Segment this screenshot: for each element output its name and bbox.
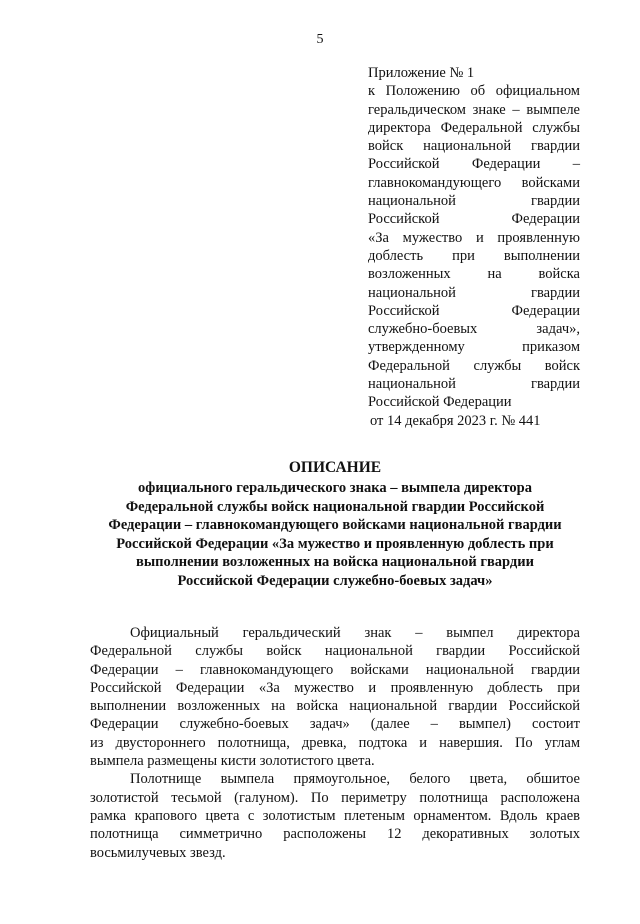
appendix-line: геральдическом знаке – вымпеле <box>368 101 580 118</box>
title-line: Федеральной службы войск национальной гвардии Российской <box>125 498 545 515</box>
appendix-line: Российской Федерации <box>368 394 512 411</box>
body-line: Российской Федерации «За мужество и проявленную доблесть при <box>90 679 580 696</box>
title-line: официального геральдического знака – вымпела директора <box>138 480 532 496</box>
body-line: восьмилучевых звезд. <box>90 844 226 861</box>
title-line: Российской Федерации «За мужество и проявленную доблесть при <box>116 535 554 552</box>
appendix-line: служебно-боевых задач», <box>368 321 580 338</box>
appendix-line: Российской Федерации <box>368 211 580 228</box>
appendix-line: национальной гвардии <box>368 193 580 210</box>
appendix-line: к Положению об официальном <box>368 83 580 100</box>
appendix-line: «За мужество и проявленную <box>368 229 580 246</box>
appendix-line: возложенных на войска <box>368 266 580 283</box>
title-line: Федерации – главнокомандующего войсками национальной гвардии <box>108 517 562 534</box>
body-line: Полотнище вымпела прямоугольное, белого цвета, обшитое <box>130 771 580 788</box>
appendix-line: национальной гвардии <box>368 376 580 393</box>
document-title <box>60 458 610 591</box>
body-line: вымпела размещены кисти золотистого цвета. <box>90 753 375 770</box>
body-line: Федерации служебно-боевых задач» (далее – вымпел) состоит <box>90 716 580 733</box>
appendix-line: войск национальной гвардии <box>368 138 580 155</box>
body-line: рамка крапового цвета с золотистым плетеным орнаментом. Вдоль краев <box>90 807 580 824</box>
appendix-block <box>368 64 580 430</box>
body-line: полотнища симметрично расположены 12 декоративных золотых <box>90 826 580 843</box>
page-number: 5 <box>316 32 324 47</box>
title-heading: ОПИСАНИЕ <box>288 459 382 476</box>
appendix-date-line: от 14 декабря 2023 г. № 441 <box>370 412 541 429</box>
appendix-line: Приложение № 1 <box>368 65 475 81</box>
appendix-line: доблесть при выполнении <box>368 247 580 264</box>
appendix-line: Федеральной службы войск <box>368 357 580 374</box>
appendix-line: главнокомандующего войсками <box>368 174 580 191</box>
appendix-line: Российской Федерации <box>368 302 580 319</box>
body-line: из двустороннего полотнища, древка, подтока и навершия. По углам <box>90 734 580 751</box>
title-line: выполнении возложенных на войска национальной гвардии <box>136 554 534 571</box>
appendix-line: утвержденному приказом <box>368 339 580 356</box>
body-text <box>90 624 580 862</box>
appendix-line: директора Федеральной службы <box>368 119 580 136</box>
body-line: Федеральной службы войск национальной гвардии Российской <box>90 643 580 660</box>
body-line: выполнении возложенных на войска национальной гвардии Российской <box>90 698 580 715</box>
appendix-line: Российской Федерации – <box>368 156 580 173</box>
title-line: Российской Федерации служебно-боевых задач» <box>177 572 493 589</box>
appendix-line: национальной гвардии <box>368 284 580 301</box>
body-line: золотистой тесьмой (галуном). По периметру полотнища расположена <box>90 789 580 806</box>
body-line: Федерации – главнокомандующего войсками национальной гвардии <box>90 661 580 678</box>
body-line: Официальный геральдический знак – вымпел директора <box>130 625 580 641</box>
